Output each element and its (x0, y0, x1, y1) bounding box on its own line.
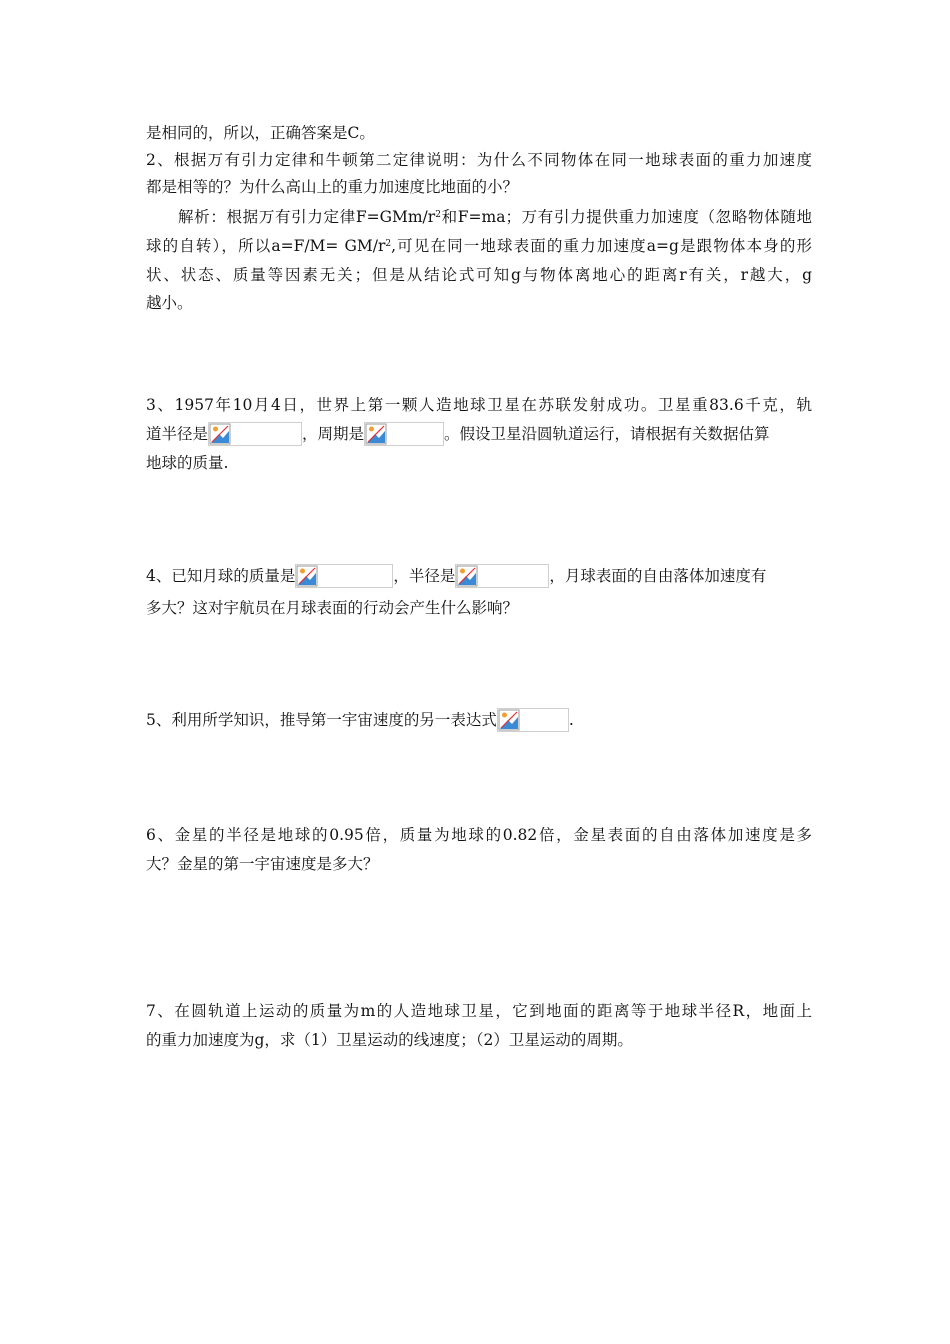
answer-2-line-4: 越小。 (146, 294, 193, 312)
question-6-line-2: 大？金星的第一宇宙速度是多大？ (146, 855, 379, 873)
broken-image-icon (295, 564, 393, 588)
question-4-line-1: 4、已知月球的质量是 ，半径是 ，月球表面的自由落体加速度有 (146, 563, 812, 589)
broken-image-icon (208, 422, 302, 446)
question-4-line-2: 多大？这对宇航员在月球表面的行动会产生什么影响？ (146, 599, 519, 617)
broken-image-icon (364, 422, 444, 446)
question-5-line-1: 5、利用所学知识，推导第一宇宙速度的另一表达式 . (146, 707, 812, 733)
question-2-line-1: 2、根据万有引力定律和牛顿第二定律说明：为什么不同物体在同一地球表面的重力加速度 (146, 151, 812, 169)
question-2-line-2: 都是相等的？为什么高山上的重力加速度比地面的小？ (146, 178, 519, 196)
answer-2-line-1: 解析：根据万有引力定律$F=GMm/r^2$和F=ma；万有引力提供重力加速度（忽略物体随地 (178, 208, 813, 226)
text-line: 是相同的，所以，正确答案是C。 (146, 124, 375, 142)
broken-image-icon (455, 564, 549, 588)
question-7-line-1: 7、在圆轨道上运动的质量为m的人造地球卫星，它到地面的距离等于地球半径R，地面上 (146, 1002, 812, 1020)
broken-image-icon (497, 708, 569, 732)
answer-2-line-2: 球的自转），所以$a=F/M= GM/r^2$,可见在同一地球表面的重力加速度a=g是跟物体本身的形 (146, 237, 812, 255)
question-6-line-1: 6、金星的半径是地球的0.95倍，质量为地球的0.82倍，金星表面的自由落体加速度是多 (146, 826, 812, 844)
question-3-line-3: 地球的质量. (146, 454, 229, 472)
question-7-line-2: 的重力加速度为g，求（1）卫星运动的线速度；（2）卫星运动的周期。 (146, 1031, 633, 1049)
answer-2-line-3: 状、状态、质量等因素无关；但是从结论式可知g与物体离地心的距离r有关，r越大，g (146, 266, 812, 284)
question-3-line-1: 3、1957年10月4日，世界上第一颗人造地球卫星在苏联发射成功。卫星重83.6千克，轨 (146, 396, 812, 414)
question-3-line-2: 道半径是 ，周期是 。假设卫星沿圆轨道运行，请根据有关数据估算 (146, 421, 812, 447)
